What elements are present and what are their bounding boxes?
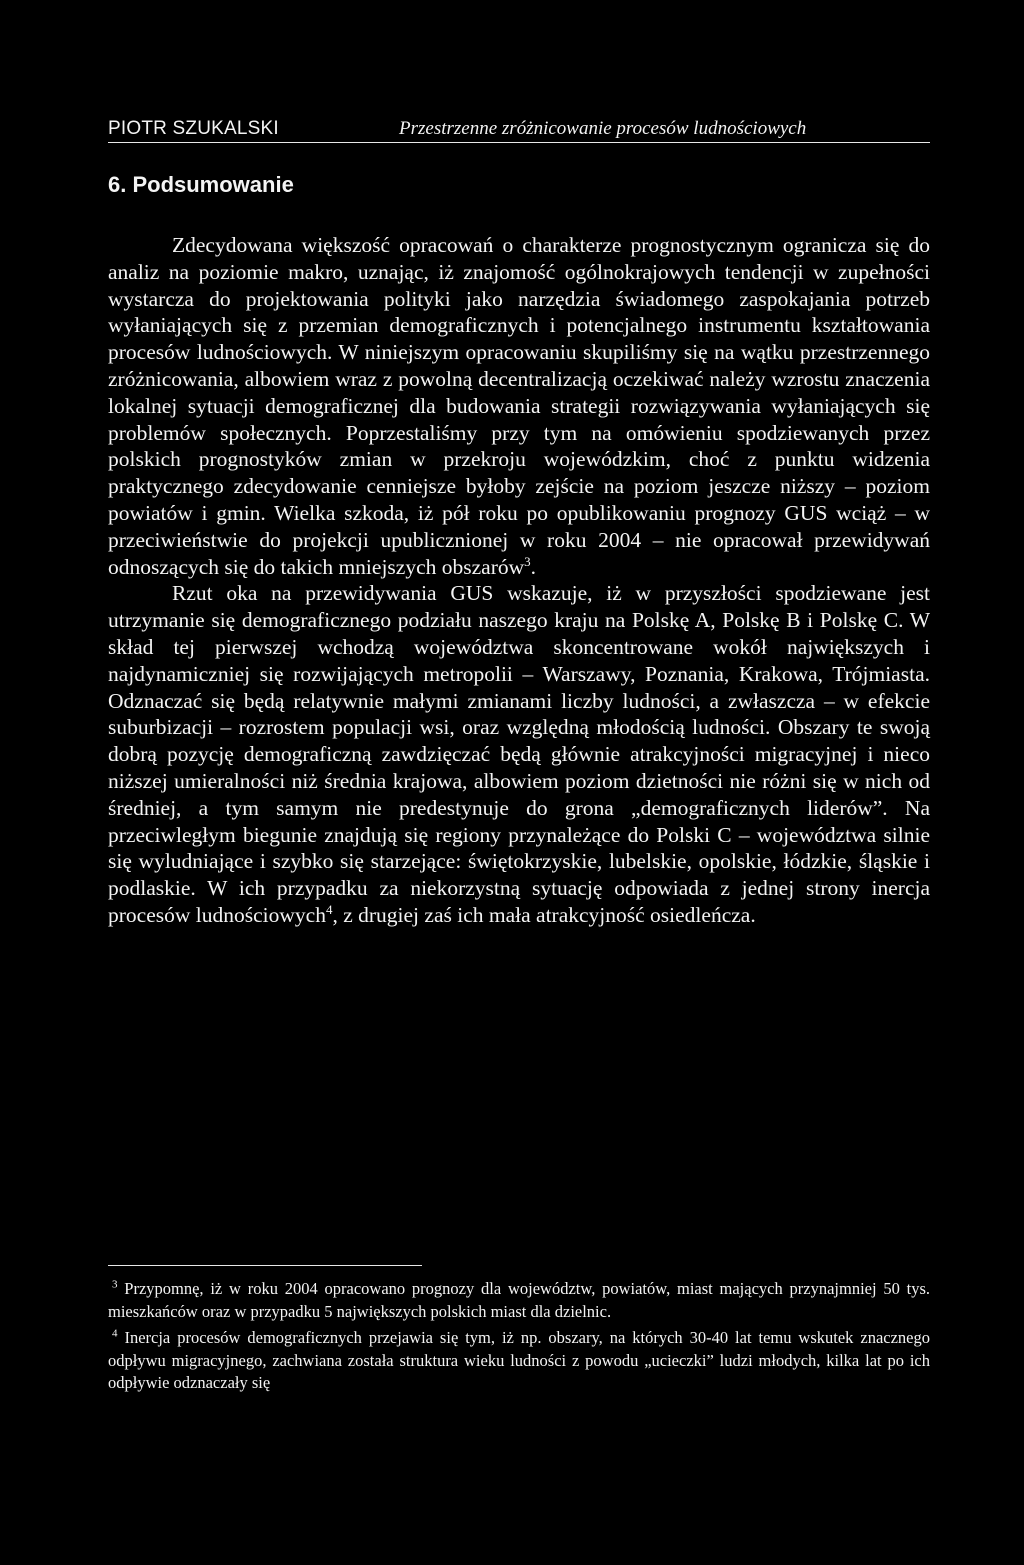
header-author: PIOTR SZUKALSKI: [108, 118, 279, 139]
paragraph: [108, 232, 930, 580]
paragraph-text: Rzut oka na przewidywania GUS wskazuje, iż w przyszłości spodziewane jest utrzymanie się demograficznego podziału naszego kraju na Polskę A, Polskę B i Polskę C. W skład tej pierwszej wchodzą województwa skoncentrowane wokół największych i najdynamiczniej się rozwijających metropolii – Warszawy, Poznania, Krakowa, Trójmiasta. Odznaczać się będą relatywnie małymi zmianami liczby ludności, a zwłaszcza – w efekcie suburbizacji – rozrostem populacji wsi, oraz względną młodością ludności. Obszary te swoją dobrą pozycję demograficzną zawdzięczać będą głównie atrakcyjności migracyjnej i nieco niższej umieralności niż średnia krajowa, albowiem poziom dzietności nie różni się w nich od średniej, a tym samym nie predestynuje do grona „demograficznych liderów”. Na przeciwległym biegunie znajdują się regiony przynależące do Polski C – województwa silnie się wyludniające i szybko się starzejące: świętokrzyskie, lubelskie, opolskie, łódzkie, śląskie i podlaskie. W ich przypadku za niekorzystną sytuację odpowiada z jednej strony inercja procesów ludnościowych: [108, 581, 930, 927]
paragraph-text: Zdecydowana większość opracowań o charakterze prognostycznym ogranicza się do analiz na poziomie makro, uznając, iż znajomość ogólnokrajowych tendencji w zupełności wystarcza do projektowania polityki jako narzędzia świadomego zaspokajania potrzeb wyłaniających się z przemian demograficznych i potencjalnego instrumentu kształtowania procesów ludnościowych. W niniejszym opracowaniu skupiliśmy się na wątku przestrzennego zróżnicowania, albowiem wraz z powolną decentralizacją oczekiwać należy wzrostu znaczenia lokalnej sytuacji demograficznej dla budowania strategii rozwiązywania wyłaniających się problemów społecznych. Poprzestaliśmy przy tym na omówieniu spodziewanych przez polskich prognostyków zmian w przekroju wojewódzkim, choć z punktu widzenia praktycznego zdecydowanie cenniejsze byłoby zejście na poziom jeszcze niższy – poziom powiatów i gmin. Wielka szkoda, iż pół roku po opublikowaniu prognozy GUS wciąż – w przeciwieństwie do projekcji upublicznionej w roku 2004 – nie opracował przewidywań odnoszących się do takich mniejszych obszarów: [108, 233, 930, 579]
footnote-number: 3: [112, 1278, 118, 1291]
section-heading: 6. Podsumowanie: [108, 172, 294, 197]
paragraph-text: .: [530, 554, 537, 579]
footnote-text: Przypomnę, iż w roku 2004 opracowano prognozy dla województw, powiatów, miast mających przynajmniej 50 tys. mieszkańców oraz w przypadku 5 największych polskich miast dla dzielnic.: [108, 1279, 930, 1321]
footnote-number: 4: [112, 1327, 118, 1340]
footnote: [108, 1278, 930, 1323]
header-title: Przestrzenne zróżnicowanie procesów ludnościowych: [399, 118, 807, 139]
body-text: [108, 232, 930, 929]
running-header: [108, 118, 930, 143]
footnotes: [108, 1278, 930, 1399]
footnote-ref: 3: [524, 553, 531, 569]
footnote: [108, 1327, 930, 1395]
paragraph: [108, 580, 930, 928]
footnote-ref: 4: [325, 901, 333, 917]
footnote-text: Inercja procesów demograficznych przejawia się tym, iż np. obszary, na których 30-40 lat temu wskutek znacznego odpływu migracyjnego, zachwiana została struktura wieku ludności z powodu „ucieczki” ludzi młodych, kilka lat po ich odpływie odznaczały się: [108, 1328, 930, 1392]
paragraph-text: , z drugiej zaś ich mała atrakcyjność osiedleńcza.: [332, 902, 756, 927]
footnote-separator: [108, 1265, 422, 1266]
